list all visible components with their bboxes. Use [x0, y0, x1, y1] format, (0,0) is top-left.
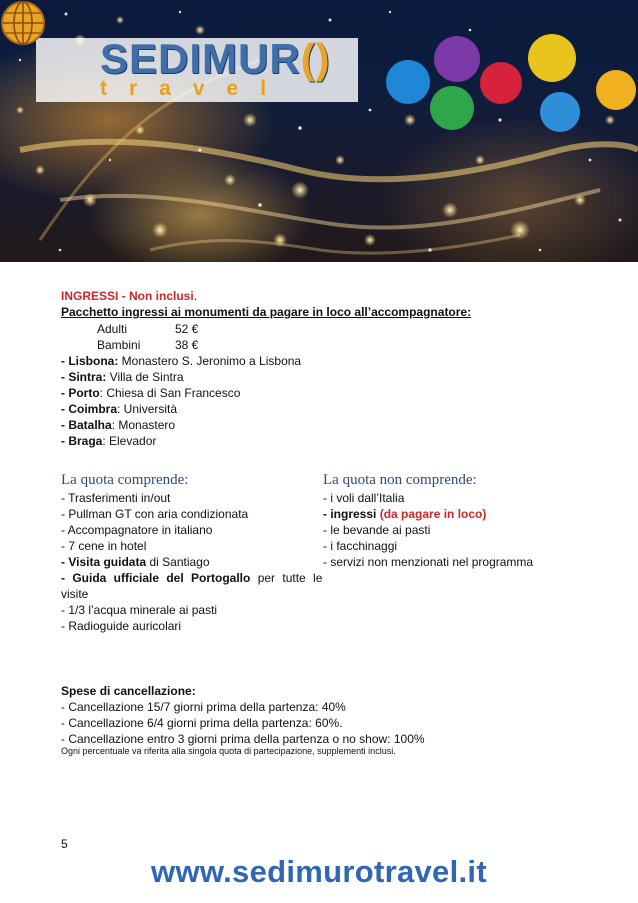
footer-website-url[interactable]: www.sedimurotravel.it	[151, 854, 487, 889]
page-number: 5	[61, 837, 68, 851]
logo-wordmark	[100, 37, 331, 81]
logo-o-mark: ()	[300, 35, 331, 82]
cancellazione-line-1: - Cancellazione 15/7 giorni prima della partenza: 40%	[61, 700, 346, 714]
place-batalha: - Batalha	[61, 418, 112, 432]
comprende-heading: La quota comprende:	[61, 472, 189, 488]
comprende-line-4: - 7 cene in hotel	[61, 539, 147, 553]
decor-circle-blue-small	[540, 92, 580, 132]
comprende-line-2: - Pullman GT con aria condizionata	[61, 507, 249, 521]
non-comprende-heading: La quota non comprende:	[323, 472, 477, 488]
decor-circle-purple	[434, 36, 480, 82]
place-lisbona: - Lisbona:	[61, 354, 119, 368]
cancellazione-line-2: - Cancellazione 6/4 giorni prima della partenza: 60%.	[61, 716, 343, 730]
logo-text: SEDIMUR	[100, 35, 301, 82]
decor-circle-blue	[386, 60, 430, 104]
price-value-adulti: 52 €	[175, 322, 199, 336]
place-porto: - Porto	[61, 386, 100, 400]
ingressi-label: - ingressi	[323, 507, 377, 521]
ingressi-item-coimbra	[61, 401, 177, 417]
da-pagare-note: (da pagare in loco)	[376, 507, 487, 521]
place-coimbra: - Coimbra	[61, 402, 118, 416]
detail-sintra: Villa de Sintra	[106, 370, 184, 384]
cancellazione-line-3: - Cancellazione entro 3 giorni prima della partenza o no show: 100%	[61, 732, 425, 746]
ingressi-item-sintra	[61, 369, 184, 385]
cancellazione-note: Ogni percentuale va riferita alla singola quota di partecipazione, supplementi inclusi.	[61, 746, 396, 756]
visita-guidata-rest: di Santiago	[146, 555, 210, 569]
non-comprende-line-5: - servizi non menzionati nel programma	[323, 555, 534, 569]
comprende-line-7: visite	[61, 587, 89, 601]
ingressi-item-porto	[61, 385, 240, 401]
place-sintra: - Sintra:	[61, 370, 107, 384]
non-comprende-line-3: - le bevande ai pasti	[323, 523, 431, 537]
price-value-bambini: 38 €	[175, 338, 199, 352]
price-label-bambini: Bambini	[97, 338, 141, 352]
detail-batalha: : Monastero	[111, 418, 176, 432]
cancellazione-title: Spese di cancellazione:	[61, 684, 196, 698]
ingressi-title-text: INGRESSI - Non inclusi	[61, 289, 194, 303]
logo-subtitle: travel	[100, 77, 289, 100]
visita-guidata-label: - Visita guidata	[61, 555, 147, 569]
ingressi-subtitle: Pacchetto ingressi ai monumenti da pagare in loco all’accompagnatore:	[61, 305, 472, 319]
ingressi-title-dot: .	[193, 289, 198, 303]
comprende-line-3: - Accompagnatore in italiano	[61, 523, 213, 537]
ingressi-title	[61, 288, 197, 304]
comprende-line-1: - Trasferimenti in/out	[61, 491, 171, 505]
non-comprende-line-2	[323, 506, 486, 522]
decor-circle-orange	[596, 70, 636, 110]
detail-braga: : Elevador	[102, 434, 157, 448]
header-banner	[0, 0, 638, 262]
decor-circle-yellow-large	[528, 34, 576, 82]
comprende-line-6	[61, 570, 322, 586]
comprende-line-9: - Radioguide auricolari	[61, 619, 182, 633]
place-braga: - Braga	[61, 434, 103, 448]
guida-ufficiale-label: - Guida ufficiale del Portogallo	[61, 571, 251, 585]
ingressi-item-lisbona	[61, 353, 301, 369]
comprende-line-8: - 1/3 l’acqua minerale ai pasti	[61, 603, 218, 617]
ingressi-item-batalha	[61, 417, 175, 433]
decor-circle-red	[480, 62, 522, 104]
globe-icon	[0, 0, 46, 46]
detail-lisbona: Monastero S. Jeronimo a Lisbona	[118, 354, 302, 368]
decor-circle-green	[430, 86, 474, 130]
price-label-adulti: Adulti	[97, 322, 128, 336]
non-comprende-line-1: - i voli dall’Italia	[323, 491, 405, 505]
non-comprende-line-4: - i facchinaggi	[323, 539, 398, 553]
guida-ufficiale-rest: per tutte le	[250, 571, 323, 585]
ingressi-item-braga	[61, 433, 156, 449]
detail-coimbra: : Università	[117, 402, 178, 416]
comprende-line-5	[61, 554, 210, 570]
detail-porto: : Chiesa di San Francesco	[99, 386, 241, 400]
